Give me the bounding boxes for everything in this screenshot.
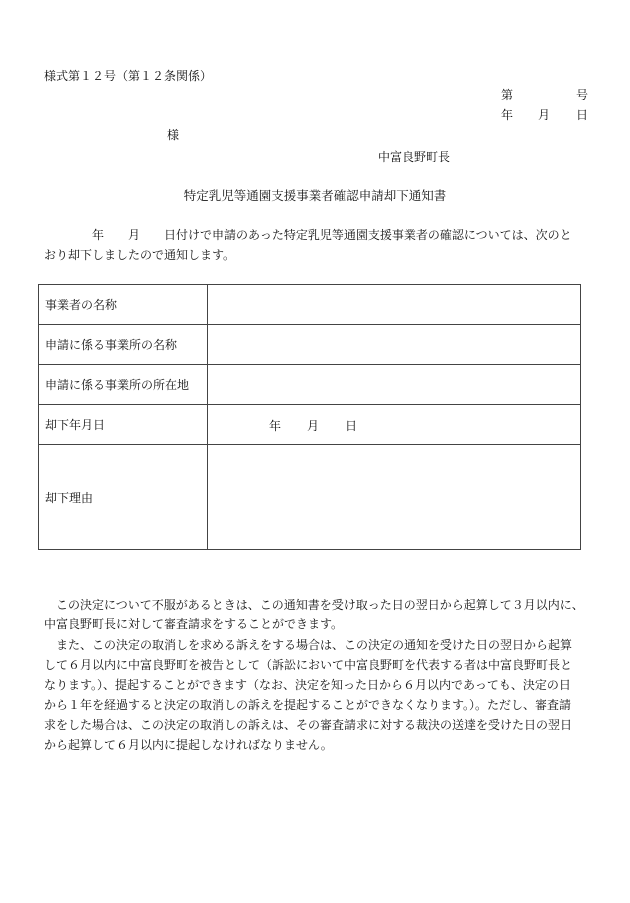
office-address-value bbox=[208, 365, 581, 405]
appeal-paragraph-2-line-5: 求をした場合は、この決定の取消しの訴えは、その審査請求に対する裁決の送達を受けた日の翌日 bbox=[44, 718, 573, 732]
rejection-day: 日 bbox=[345, 418, 358, 433]
document-number-suffix: 号 bbox=[576, 88, 589, 102]
business-name-label: 事業者の名称 bbox=[39, 285, 208, 325]
application-info-table bbox=[38, 284, 581, 550]
rejection-reason-label: 却下理由 bbox=[39, 445, 208, 550]
office-name-value bbox=[208, 325, 581, 365]
recipient-honorific: 様 bbox=[167, 128, 180, 142]
table-row bbox=[39, 405, 581, 445]
table-row bbox=[39, 285, 581, 325]
intro-month: 月 bbox=[128, 228, 141, 242]
table-row bbox=[39, 325, 581, 365]
appeal-paragraph-2-line-4: から１年を経過すると決定の取消しの訴えを提起することができなくなります。）。ただし、審査請 bbox=[44, 698, 572, 712]
rejection-date-value bbox=[208, 405, 581, 445]
document-title: 特定乳児等通園支援事業者確認申請却下通知書 bbox=[183, 188, 447, 203]
appeal-paragraph-2-line-6: から起算して６月以内に提起しなければなりません。 bbox=[44, 738, 333, 752]
table-row bbox=[39, 365, 581, 405]
rejection-date-label: 却下年月日 bbox=[39, 405, 208, 445]
appeal-paragraph-1-line-1: この決定について不服があるときは、この通知書を受け取った日の翌日から起算して３月以内に、 bbox=[56, 598, 584, 612]
appeal-paragraph-2-line-2: して６月以内に中富良野町を被告として（訴訟において中富良野町を代表する者は中富良野町長と bbox=[44, 658, 573, 672]
rejection-reason-value bbox=[208, 445, 581, 550]
intro-year: 年 bbox=[92, 228, 105, 242]
document-number-prefix: 第 bbox=[501, 88, 514, 102]
issue-date-year: 年 bbox=[501, 108, 514, 122]
issue-date-month: 月 bbox=[538, 108, 551, 122]
rejection-year: 年 bbox=[269, 418, 282, 433]
issuer-name: 中富良野町長 bbox=[378, 150, 451, 164]
office-address-label: 申請に係る事業所の所在地 bbox=[39, 365, 208, 405]
business-name-value bbox=[208, 285, 581, 325]
intro-line-2: おり却下しましたので通知します。 bbox=[44, 248, 236, 262]
rejection-month: 月 bbox=[307, 418, 320, 433]
form-number: 様式第１２号（第１２条関係） bbox=[44, 69, 213, 83]
table-row bbox=[39, 445, 581, 550]
office-name-label: 申請に係る事業所の名称 bbox=[39, 325, 208, 365]
appeal-paragraph-2-line-1: また、この決定の取消しを求める訴えをする場合は、この決定の通知を受けた日の翌日から起算 bbox=[56, 638, 573, 652]
appeal-paragraph-2-line-3: なります。）、提起することができます（なお、決定を知った日から６月以内であっても、決定の日 bbox=[44, 678, 571, 692]
issue-date-day: 日 bbox=[576, 108, 589, 122]
appeal-paragraph-1-line-2: 中富良野町長に対して審査請求をすることができます。 bbox=[44, 617, 344, 631]
intro-text: 日付けで申請のあった特定乳児等通園支援事業者の確認については、次のと bbox=[164, 228, 572, 242]
